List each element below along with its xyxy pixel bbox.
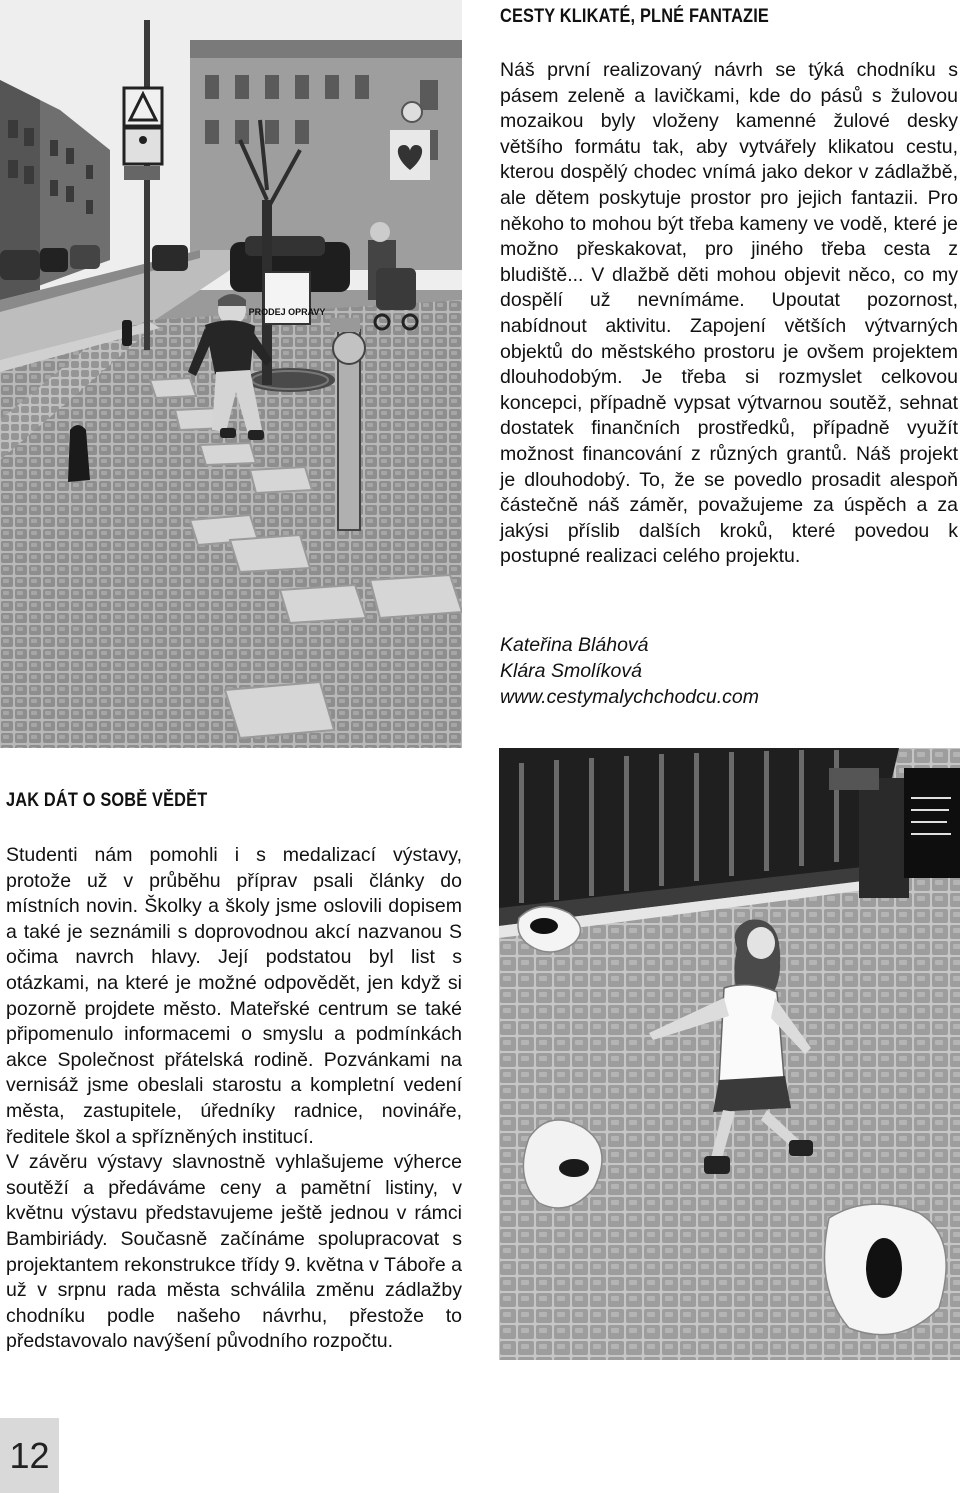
author-name: Klára Smolíková	[500, 660, 642, 682]
shop-sign-text: PRODEJ OPRAVY	[248, 307, 326, 317]
left-article-paragraph: Studenti nám pomohli i s medalizací výstavy, protože už v průběhu příprav psali články do místních novin. Školky a školy jsme oslovili dopisem a také je seznámili s doprovodnou akcí nazvanou S očima navrch hlavy. Její podstatou byl list s otázkami, na které je možné odpovědět, jen když si pozorně projdete město. Mateřské centrum se také připomenulo informacemi o smyslu a podmínkách akce Společnost přátelská rodině. Pozvánkami na vernisáž jsme obeslali starostu a kompletní vedení města, zastupitele, úředníky radnice, novináře, ředitele škol a spřízněných institucí.	[6, 844, 462, 1148]
page-number-box	[0, 1418, 59, 1493]
right-article-paragraph: Náš první realizovaný návrh se týká chodníku s pásem zeleně a lavičkami, kde do pásů s žulovou mozaikou byly vloženy kamenné žulové desky většího formátu tak, aby vytvářely klikatou cestu, kterou dospělý chodec vnímá jako dekor v zádlažbě, ale dětem poskytuje prostor pro jejich fantazii. Pro někoho to mohou být třeba kameny ve vodě, které je možno přeskakovat, pro jiného třeba cesta z bludiště... V dlažbě děti mohou objevit něco, co my dospělí už nevnímáme. Upoutat pozornost, nabídnout aktivitu. Zapojení větších výtvarných objektů do městského prostoru je ovšem projektem dlouhodobým. Je třeba si rozmyslet celkovou koncepci, případně vypsat výtvarnou soutěž, sehnat dostatek finančních prostředků, případně využít možnost financování z různých grantů. Náš projekt je dlouhodobý. To, že se povedlo prosadit alespoň částečně náš záměr, považujeme za úspěch a za jakýsi příslib dalších kroků, které povedou k postupné realizaci celého projektu.	[500, 59, 958, 568]
right-article-heading: CESTY KLIKATÉ, PLNÉ FANTAZIE	[500, 6, 770, 27]
right-article-body	[500, 58, 958, 570]
girl-photo	[499, 748, 960, 1360]
street-photo	[0, 0, 462, 748]
street-photo-graphic	[0, 0, 462, 748]
website-link[interactable]: www.cestymalychchodcu.com	[500, 686, 760, 708]
page-number: 12	[9, 1434, 50, 1476]
girl-photo-graphic	[499, 748, 960, 1360]
author-name: Kateřina Bláhová	[500, 634, 649, 656]
left-article-body	[6, 843, 462, 1355]
left-article-paragraph: V závěru výstavy slavnostně vyhlašujeme výherce soutěží a předáváme ceny a pamětní listiny, v květnu výstavu představujeme ještě jednou v rámci Bambiriády. Současně začínáme spolupracovat s projektantem rekonstrukce třídy 9. května v Táboře a už v srpnu rada města schválila změnu zádlažby chodníku podle našeho návrhu, přestože to představovalo navýšení původního rozpočtu.	[6, 1151, 462, 1353]
article-signature	[500, 632, 759, 710]
left-article-heading: JAK DÁT O SOBĚ VĚDĚT	[6, 790, 208, 811]
